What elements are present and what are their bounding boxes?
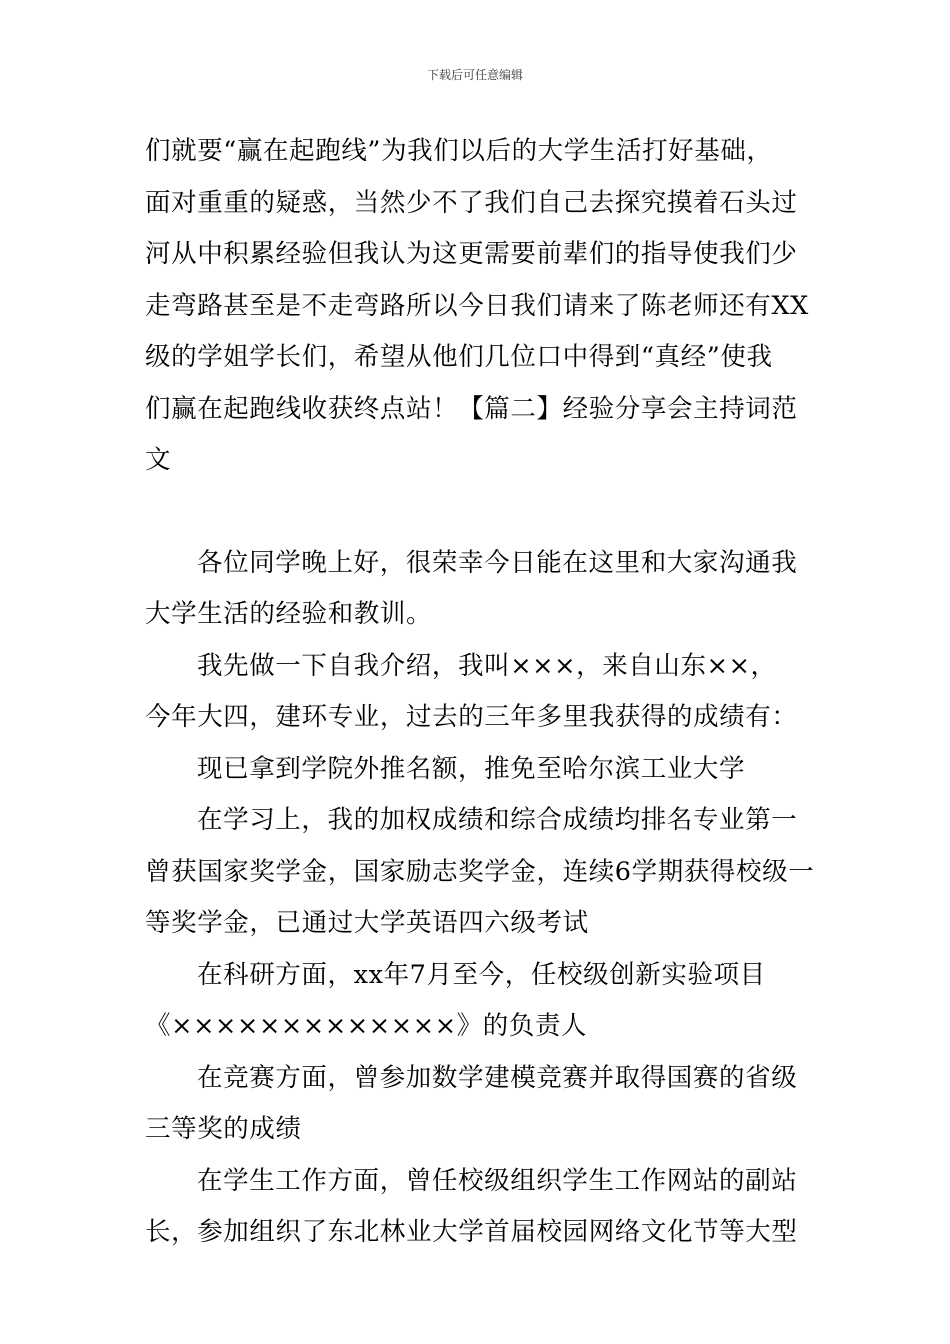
text-line: 级的学姐学长们，希望从他们几位口中得到“真经”使我 (145, 342, 773, 372)
text-line: 今年大四，建环专业，过去的三年多里我获得的成绩有： (145, 702, 798, 732)
text-line: 在学生工作方面，曾任校级组织学生工作网站的副站 (197, 1165, 798, 1196)
document-body (145, 126, 815, 1259)
text-line: 走弯路甚至是不走弯路所以今日我们请来了陈老师还有XX (145, 290, 809, 321)
text-line: 大学生活的经验和教训。 (145, 599, 433, 629)
text-line: 们就要“赢在起跑线”为我们以后的大学生活打好基础， (145, 136, 773, 166)
paragraph-gap (145, 487, 810, 538)
text-line: 们赢在起跑线收获终点站！【篇二】经验分享会主持词范 (145, 393, 798, 424)
text-line: 在竞赛方面，曾参加数学建模竞赛并取得国赛的省级 (197, 1062, 798, 1093)
text-line: 曾获国家奖学金，国家励志奖学金，连续6学期获得校级一 (145, 856, 815, 887)
text-line: 现已拿到学院外推名额，推免至哈尔滨工业大学 (197, 753, 746, 784)
text-line: 三等奖的成绩 (145, 1114, 302, 1144)
text-line: 文 (145, 445, 172, 475)
text-line: 在科研方面，xx年7月至今，任校级创新实验项目 (197, 959, 766, 990)
text-line: 在学习上，我的加权成绩和综合成绩均排名专业第一 (197, 805, 798, 835)
text-line: 长，参加组织了东北林业大学首届校园网络文化节等大型 (145, 1217, 798, 1247)
text-line: 面对重重的疑惑，当然少不了我们自己去探究摸着石头过 (145, 187, 798, 218)
page-header: 下载后可任意编辑 (426, 68, 523, 82)
text-line: 等奖学金，已通过大学英语四六级考试 (145, 908, 589, 938)
text-line: 河从中积累经验但我认为这更需要前辈们的指导使我们少 (145, 239, 798, 269)
text-line: 我先做一下自我介绍，我叫×××，来自山东××， (197, 650, 777, 681)
text-line: 《×××××××××××××》的负责人 (145, 1011, 588, 1041)
text-line: 各位同学晚上好，很荣幸今日能在这里和大家沟通我 (197, 547, 798, 578)
